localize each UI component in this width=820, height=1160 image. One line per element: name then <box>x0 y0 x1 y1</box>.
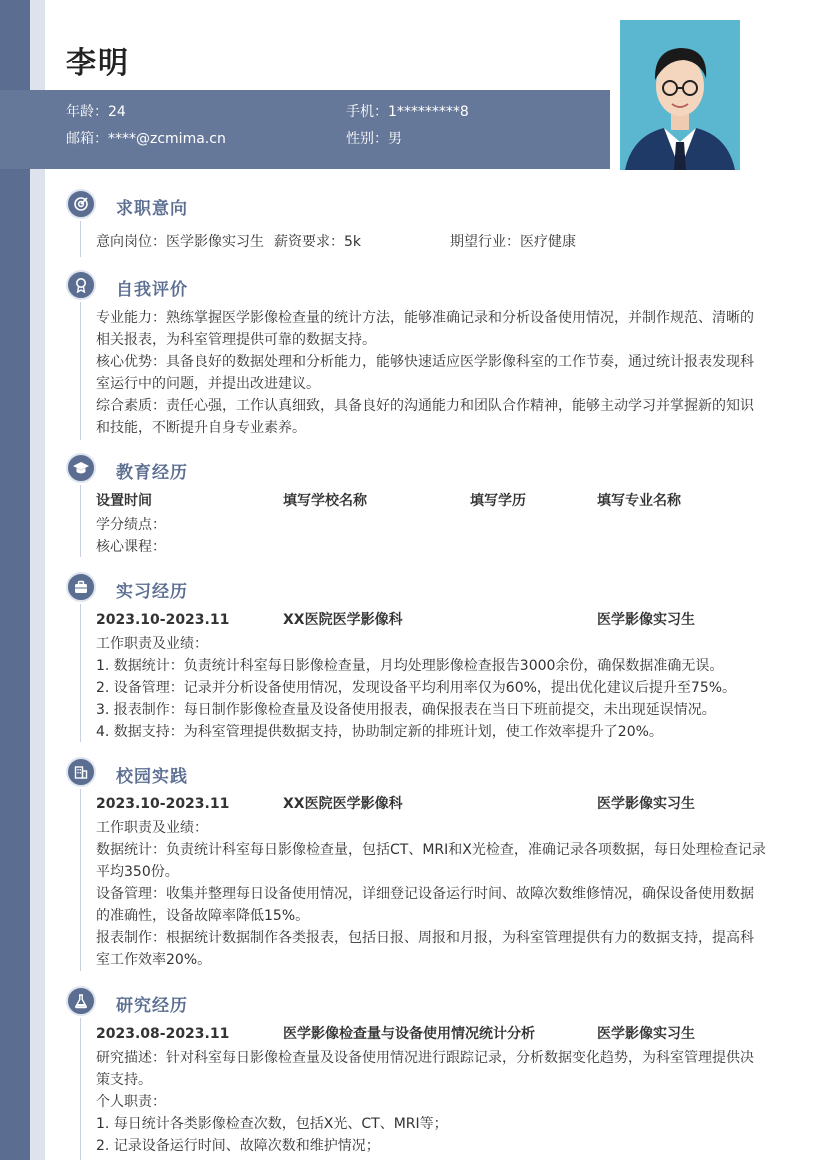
intent-industry: 期望行业：医疗健康 <box>450 234 576 250</box>
section-divider <box>80 302 81 440</box>
phone-label: 手机： <box>346 104 388 120</box>
section-title-research: 研究经历 <box>116 996 188 1016</box>
section-divider <box>80 221 81 257</box>
education-courses: 核心课程： <box>96 539 166 555</box>
campus-role: 医学影像实习生 <box>597 796 695 812</box>
self-eval-professional: 专业能力：熟练掌握医学影像检查量的统计方法，能够准确记录和分析设备使用情况，并制作规范、清晰的相关报表，为科室管理提供可靠的数据支持。 <box>96 310 754 348</box>
email-info <box>66 128 226 148</box>
intent-salary: 薪资要求：5k <box>274 234 362 250</box>
section-divider <box>80 789 81 971</box>
internship-date: 2023.10-2023.11 <box>96 612 230 628</box>
internship-line: 工作职责及业绩： <box>96 636 208 652</box>
section-title-self-eval: 自我评价 <box>116 280 188 300</box>
email-label: 邮箱： <box>66 131 108 147</box>
internship-role: 医学影像实习生 <box>597 612 695 628</box>
briefcase-icon <box>66 572 96 602</box>
internship-line: 3. 报表制作：每日制作影像检查量及设备使用报表，确保报表在当日下班前提交，未出现延误情况。 <box>96 702 716 718</box>
portrait-illustration <box>620 20 740 170</box>
campus-line: 工作职责及业绩： <box>96 820 208 836</box>
gender-label: 性别： <box>346 131 388 147</box>
campus-line: 设备管理：收集并整理每日设备使用情况，详细登记设备运行时间、故障次数维修情况，确保设备使用数据的准确性，设备故障率降低15%。 <box>96 886 754 924</box>
internship-line: 4. 数据支持：为科室管理提供数据支持，协助制定新的排班计划，使工作效率提升了20%。 <box>96 724 663 740</box>
research-date: 2023.08-2023.11 <box>96 1026 230 1042</box>
self-eval-strengths: 核心优势：具备良好的数据处理和分析能力，能够快速适应医学影像科室的工作节奏，通过统计报表发现科室运行中的问题，并提出改进建议。 <box>96 354 754 392</box>
internship-line: 2. 设备管理：记录并分析设备使用情况，发现设备平均利用率仅为60%，提出优化建议后提升至75%。 <box>96 680 737 696</box>
education-degree: 填写学历 <box>470 493 526 509</box>
intent-position: 意向岗位：医学影像实习生 <box>96 234 264 250</box>
flask-icon <box>66 986 96 1016</box>
gender-value: 男 <box>388 131 402 147</box>
education-gpa: 学分绩点： <box>96 517 166 533</box>
section-divider <box>80 485 81 557</box>
section-divider <box>80 604 81 742</box>
education-school: 填写学校名称 <box>283 493 367 509</box>
age-value: 24 <box>108 104 126 120</box>
age-info <box>66 101 126 121</box>
self-eval-qualities: 综合素质：责任心强，工作认真细致，具备良好的沟通能力和团队合作精神，能够主动学习并掌握新的知识和技能，不断提升自身专业素养。 <box>96 398 754 436</box>
campus-line: 数据统计：负责统计科室每日影像检查量，包括CT、MRI和X光检查，准确记录各项数据，每日处理检查记录平均350份。 <box>96 842 766 880</box>
left-accent-strip <box>0 0 30 1160</box>
research-topic: 医学影像检查量与设备使用情况统计分析 <box>283 1026 535 1042</box>
target-icon <box>66 189 96 219</box>
internship-line: 1. 数据统计：负责统计科室每日影像检查量，月均处理影像检查报告3000余份，确保数据准确无误。 <box>96 658 724 674</box>
candidate-name: 李明 <box>66 46 130 81</box>
research-line: 1. 每日统计各类影像检查次数，包括X光、CT、MRI等； <box>96 1116 448 1132</box>
email-value: ****@zcmima.cn <box>108 131 226 147</box>
phone-info <box>346 101 469 121</box>
research-line: 2. 记录设备运行时间、故障次数和维护情况； <box>96 1138 380 1154</box>
section-title-campus: 校园实践 <box>116 767 188 787</box>
research-role: 医学影像实习生 <box>597 1026 695 1042</box>
section-divider <box>80 1018 81 1160</box>
internship-org: XX医院医学影像科 <box>283 612 403 628</box>
timeline-bar <box>30 0 45 1160</box>
research-line: 个人职责： <box>96 1094 166 1110</box>
profile-photo <box>620 20 740 170</box>
age-label: 年龄： <box>66 104 108 120</box>
education-time: 设置时间 <box>96 493 152 509</box>
campus-line: 报表制作：根据统计数据制作各类报表，包括日报、周报和月报，为科室管理提供有力的数据支持，提高科室工作效率20%。 <box>96 930 754 968</box>
education-major: 填写专业名称 <box>597 493 681 509</box>
phone-value: 1*********8 <box>388 104 469 120</box>
gender-info <box>346 128 402 148</box>
graduation-cap-icon <box>66 453 96 483</box>
section-title-internship: 实习经历 <box>116 582 188 602</box>
campus-date: 2023.10-2023.11 <box>96 796 230 812</box>
research-line: 研究描述：针对科室每日影像检查量及设备使用情况进行跟踪记录，分析数据变化趋势，为科室管理提供决策支持。 <box>96 1050 754 1088</box>
building-icon <box>66 757 96 787</box>
award-icon <box>66 270 96 300</box>
section-title-intent: 求职意向 <box>116 199 188 219</box>
section-title-education: 教育经历 <box>116 463 188 483</box>
campus-org: XX医院医学影像科 <box>283 796 403 812</box>
